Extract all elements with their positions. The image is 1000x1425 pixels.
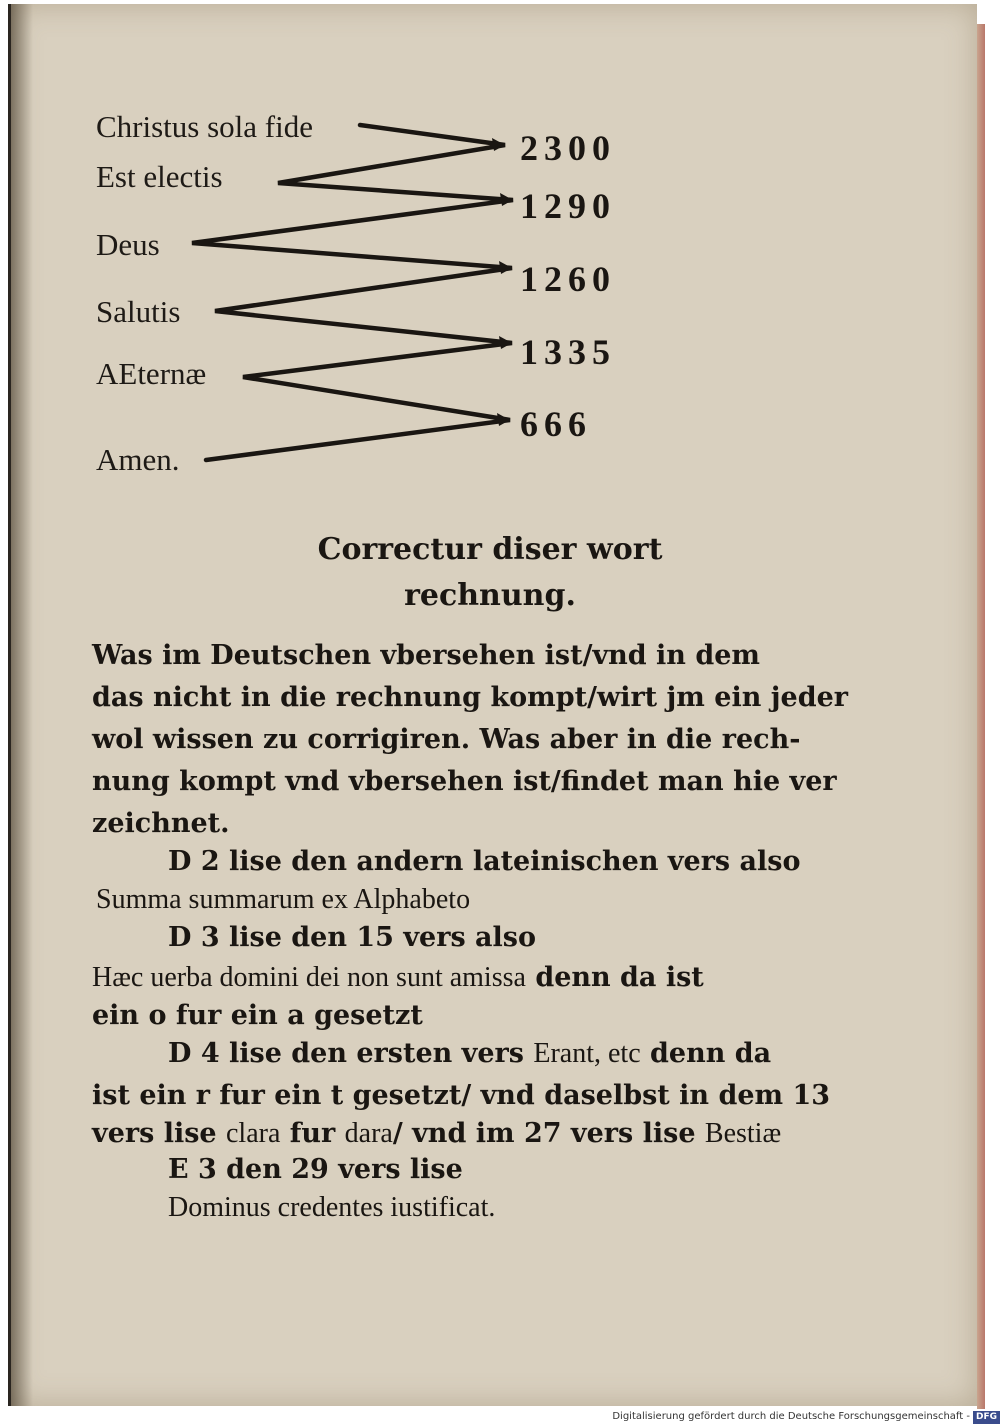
diagram-label: Est electis [96,159,223,194]
diagram-number: 2300 [520,128,616,168]
latin-text: dara [344,1118,393,1149]
heading-line-1: Correctur diser wort [317,532,663,567]
german-text: / vnd im 27 vers lise [392,1118,705,1149]
correction-line: E 3 den 29 vers lise [168,1154,463,1185]
paragraph-line: wol wissen zu corrigiren. Was aber in die rech- [92,724,801,755]
correction-line: ist ein r fur ein t gesetzt/ vnd daselbst in dem 13 [92,1080,831,1111]
german-text: vers lise [92,1118,226,1149]
diagram-label: Christus sola fide [96,109,313,144]
diagram-number: 1335 [520,332,616,372]
dfg-logo: DFG [973,1411,1000,1424]
diagram-label: Salutis [96,294,181,329]
latin-text: Bestiæ [704,1118,782,1149]
latin-text: Hæc uerba domini dei non sunt amissa [92,962,526,993]
paragraph-line: zeichnet. [92,808,230,839]
paragraph-line: Was im Deutschen vbersehen ist/vnd in dem [92,640,760,671]
paragraph-line: nung kompt vnd vbersehen ist/findet man hie ver [92,766,837,797]
heading-line-2: rechnung. [404,578,576,613]
diagram-number: 666 [520,404,592,444]
arrow-head [492,138,505,151]
credit-text: Digitalisierung gefördert durch die Deutsche Forschungsgemeinschaft - [612,1411,970,1422]
diagram-number: 1260 [520,259,616,299]
german-text: D 4 lise den ersten vers [168,1038,534,1069]
german-text: denn da [640,1038,772,1069]
latin-text: clara [226,1118,281,1149]
german-text: denn da ist [525,962,704,993]
arrow-head [500,193,513,206]
number-zigzag-diagram [0,0,1000,500]
diagram-number: 1290 [520,186,616,226]
latin-text: Erant, etc [533,1038,641,1069]
correction-line: D 3 lise den 15 vers also [168,922,537,953]
correction-line: Summa summarum ex Alphabeto [96,884,471,915]
arrow-head [497,413,510,426]
diagram-label: Deus [96,227,160,262]
arrow-head [499,336,512,349]
correction-line [168,1038,771,1070]
german-text: fur [280,1118,345,1149]
digitization-credit [604,1408,1000,1425]
correction-line [92,1118,781,1150]
diagram-label: AEternæ [96,356,207,391]
paragraph-line: das nicht in die rechnung kompt/wirt jm ein jeder [92,682,848,713]
correction-line: Dominus credentes iustificat. [168,1192,496,1223]
correction-line: ein o fur ein a gesetzt [92,1000,423,1031]
zigzag-line [192,125,513,460]
correction-line: D 2 lise den andern lateinischen vers also [168,846,801,877]
correction-line [92,962,704,994]
arrow-head [499,261,512,274]
diagram-label: Amen. [96,442,180,477]
